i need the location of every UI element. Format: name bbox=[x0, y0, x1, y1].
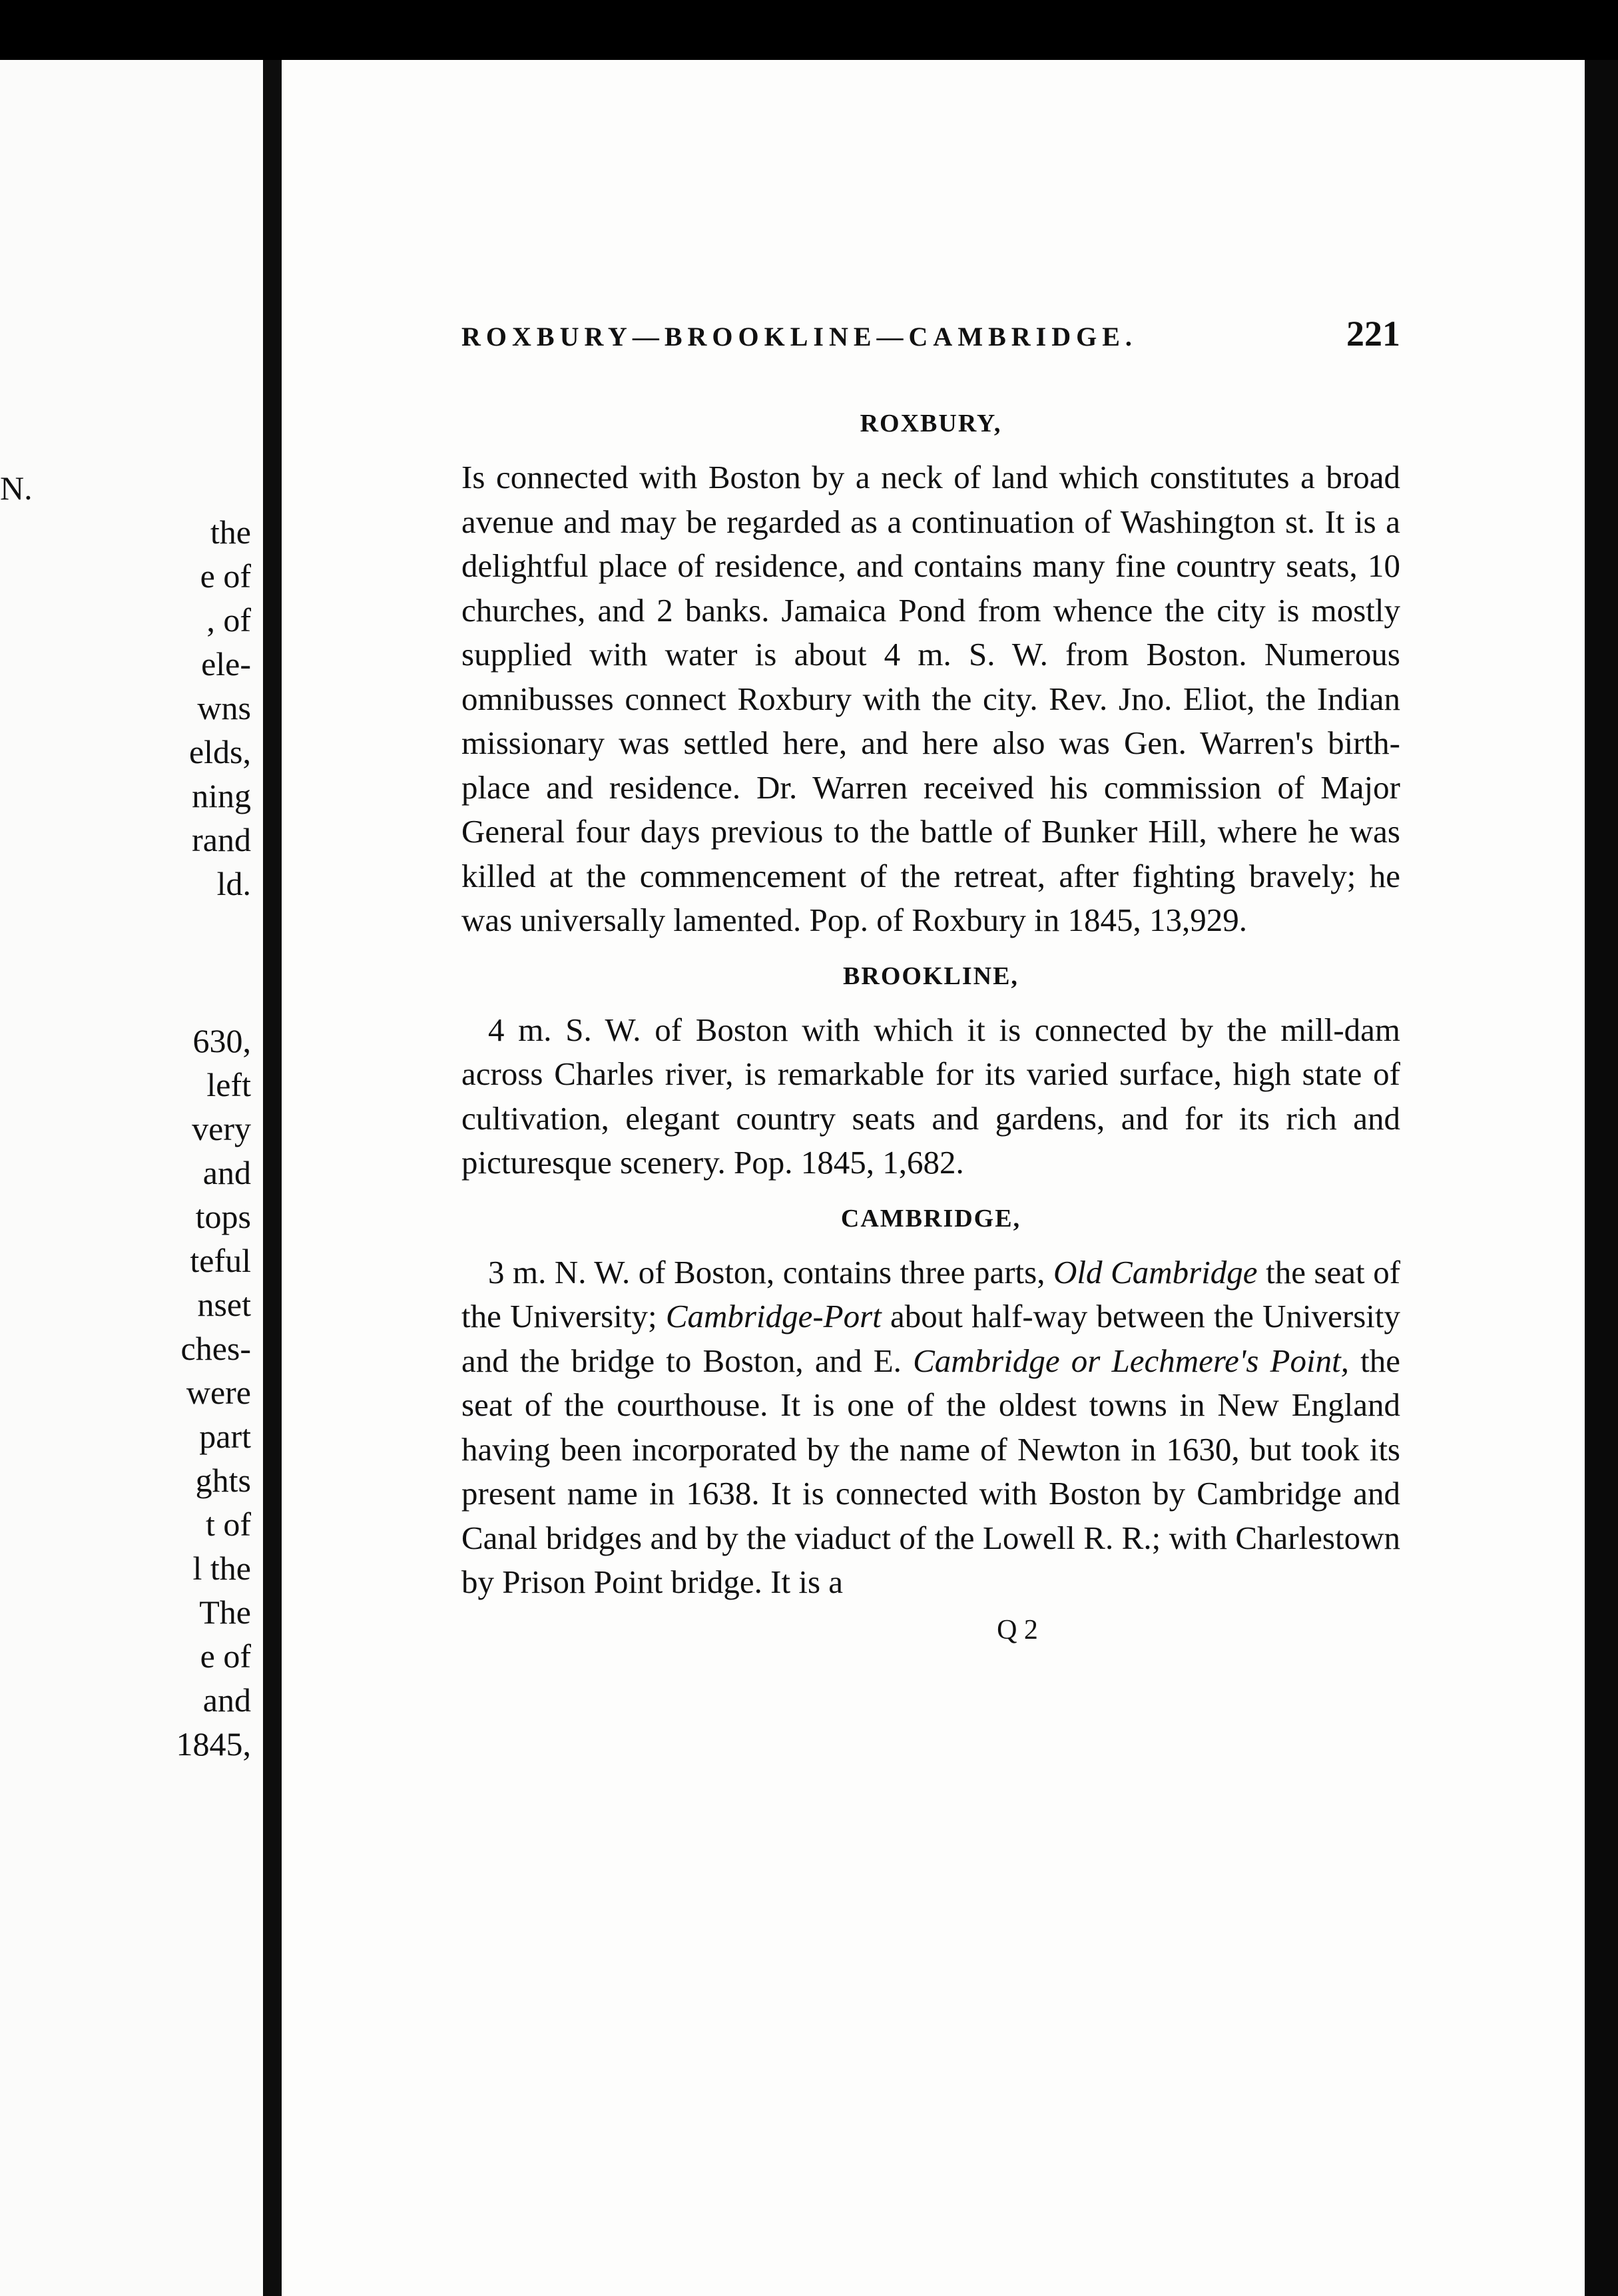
left-fragment-line: e of bbox=[200, 1637, 251, 1675]
left-fragment-line: very bbox=[192, 1110, 251, 1147]
left-fragment-line: were bbox=[186, 1374, 251, 1411]
left-fragment-line: part bbox=[199, 1418, 251, 1455]
left-fragment-line: ghts bbox=[195, 1462, 251, 1499]
right-page bbox=[282, 60, 1585, 2296]
section-paragraph-brookline: 4 m. S. W. of Boston with which it is connected by the mill-dam across Charles river, is remarkable for its varied surface, high state of cultivation, elegant country seats and gardens, and for its rich and picturesque scenery. Pop. 1845, 1,682. bbox=[461, 1011, 1400, 1181]
paragraph-run: about half-way between the University and the bridge to Boston, and E. bbox=[461, 1298, 1400, 1379]
section-heading-roxbury: ROXBURY, bbox=[860, 410, 1002, 437]
left-fragment-line: N. bbox=[0, 469, 33, 507]
paragraph-run-italic: Old Cambridge bbox=[1053, 1253, 1258, 1291]
left-fragment-line: 1845, bbox=[176, 1725, 251, 1763]
paragraph-run-italic: Cambridge-Port bbox=[665, 1298, 882, 1334]
left-fragment-line: and bbox=[202, 1154, 251, 1191]
scan-edge bbox=[1585, 60, 1618, 2296]
left-fragment-line: The bbox=[199, 1593, 251, 1631]
left-fragment-line: and bbox=[202, 1681, 251, 1719]
left-fragment-line: ld. bbox=[216, 865, 251, 902]
section-heading-brookline: BROOKLINE, bbox=[843, 962, 1019, 990]
left-fragment-line: 630, bbox=[192, 1022, 251, 1059]
paragraph-run: 3 m. N. W. of Boston, contains three parts, bbox=[488, 1253, 1054, 1291]
signature-mark: Q 2 bbox=[997, 1614, 1038, 1645]
page-text-block bbox=[461, 313, 1400, 1650]
paragraph-run-italic: Cambridge or Lechmere's Point, bbox=[913, 1342, 1349, 1379]
left-fragment-line: left bbox=[206, 1066, 251, 1103]
left-fragment-line: e of bbox=[200, 557, 251, 595]
left-page-fragment bbox=[0, 60, 263, 2296]
running-head-title: ROXBURY—BROOKLINE—CAMBRIDGE. bbox=[461, 322, 1137, 352]
section-paragraph-roxbury: Is connected with Boston by a neck of land which constitutes a broad avenue and may be regarded as a continuation of Washington st. It is a delightful place of residence, and contains many fine country seats, 10 churches, and 2 banks. Jamaica Pond from whence the city is mostly supplied with water is about 4 m. S. W. from Boston. Numerous omnibusses connect Roxbury with the city. Rev. Jno. Eliot, the Indian missionary was settled here, and here also was Gen. Warren's birth-place and residence. Dr. Warren received his commission of Major General four days previous to the battle of Bunker Hill, where he was killed at the commencement of the retreat, after fighting bravely; he was universally lamented. Pop. of Roxbury in 1845, 13,929. bbox=[461, 459, 1400, 938]
paragraph-run: the seat of the courthouse. It is one of the oldest towns in New England having been incorporated by the name of Newton in 1630, but took its present name in 1638. It is connected with Boston by Cambridge and Canal bridges and by the viaduct of the Lowell R. R.; with Charlestown by Prison Point bridge. It is a bbox=[461, 1342, 1400, 1600]
left-fragment-line: elds, bbox=[188, 733, 251, 770]
left-fragment-line: teful bbox=[190, 1242, 251, 1279]
left-fragment-line: the bbox=[210, 513, 251, 551]
paragraph-run: the seat of the University; bbox=[461, 1253, 1401, 1334]
left-fragment-line: ches- bbox=[180, 1330, 251, 1367]
left-fragment-line: ele- bbox=[201, 645, 251, 683]
left-fragment-line: ning bbox=[192, 777, 251, 814]
running-head bbox=[461, 313, 1400, 366]
left-fragment-line: l the bbox=[192, 1550, 251, 1587]
left-fragment-line: t of bbox=[205, 1506, 251, 1543]
left-fragment-line: nset bbox=[197, 1286, 251, 1323]
left-fragment-line: rand bbox=[192, 821, 251, 858]
page-number: 221 bbox=[1346, 314, 1400, 354]
left-fragment-line: , of bbox=[206, 601, 251, 639]
section-heading-cambridge: CAMBRIDGE, bbox=[840, 1204, 1021, 1233]
section-paragraph-cambridge bbox=[461, 1251, 1400, 1605]
left-fragment-line: tops bbox=[195, 1198, 251, 1235]
left-page-text-edge bbox=[0, 466, 263, 1766]
book-gutter bbox=[263, 60, 282, 2296]
left-fragment-line: wns bbox=[197, 689, 251, 726]
